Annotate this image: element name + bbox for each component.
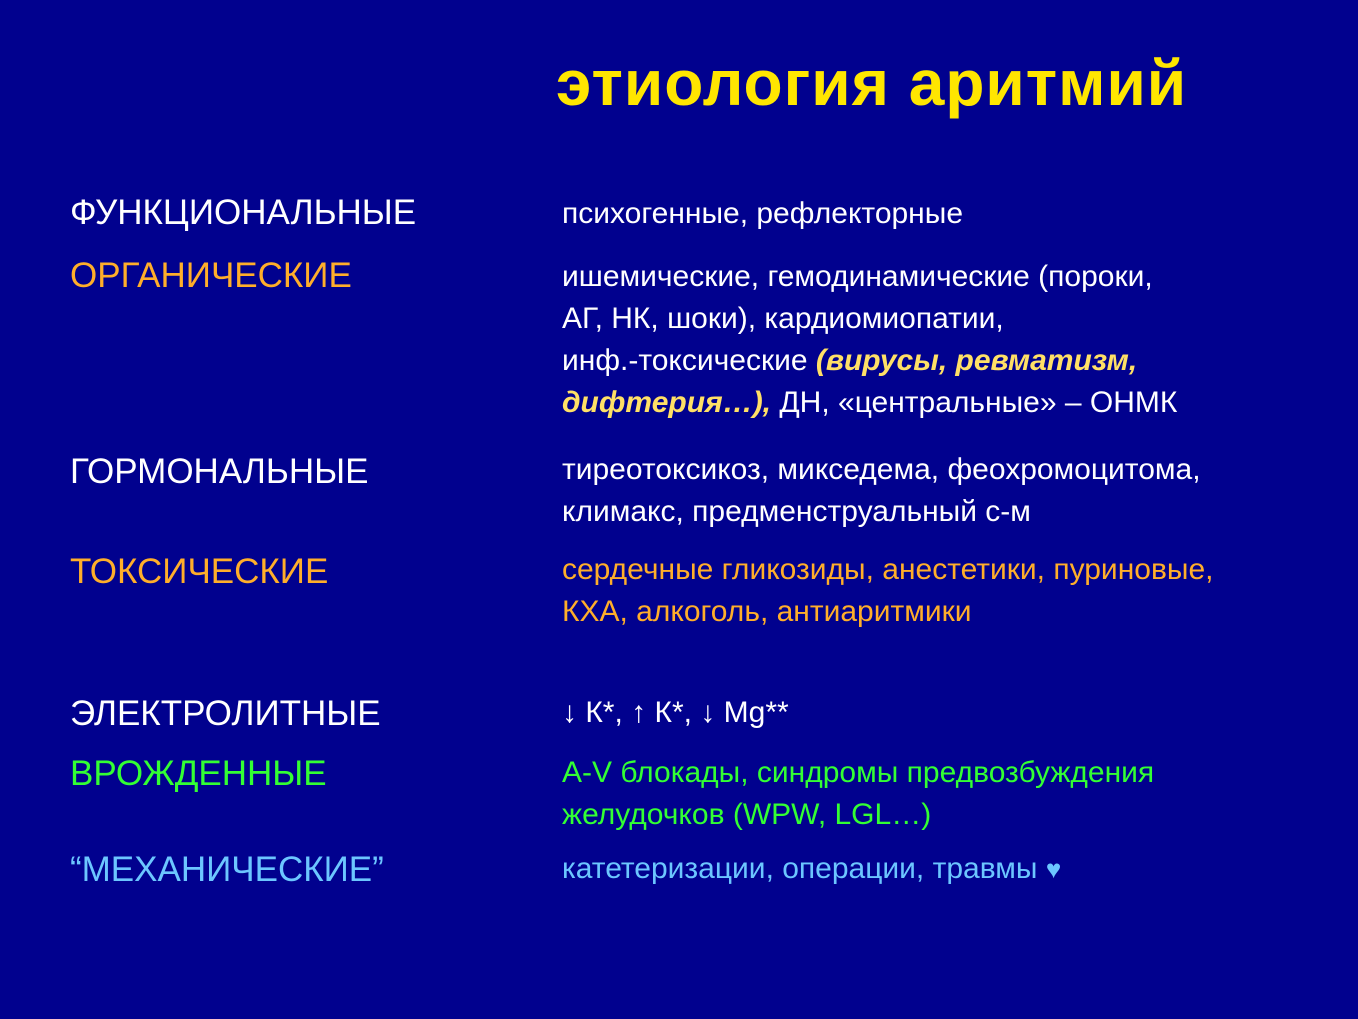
desc-line: желудочков (WPW, LGL…)	[562, 798, 932, 831]
desc-organic	[562, 256, 1177, 424]
desc-line: климакс, предменструальный с-м	[562, 495, 1031, 528]
desc-hormonal	[562, 449, 1201, 533]
desc-line: тиреотоксикоз, микседема, феохромоцитома,	[562, 453, 1201, 486]
desc-line: сердечные гликозиды, анестетики, пуриновые,	[562, 553, 1214, 586]
desc-toxic	[562, 549, 1213, 633]
desc-line: A-V блокады, синдромы предвозбуждения	[562, 756, 1155, 789]
desc-fragment: инф.-токсические	[562, 344, 816, 377]
slide-title: этиология аритмий	[556, 47, 1188, 119]
category-functional: ФУНКЦИОНАЛЬНЫЕ	[70, 193, 417, 232]
category-mechanical: “МЕХАНИЧЕСКИЕ”	[70, 850, 384, 889]
desc-fragment: ДН, «центральные» – ОНМК	[771, 386, 1178, 419]
desc-electrolyte	[562, 692, 789, 734]
desc-line	[562, 382, 1177, 424]
desc-fragment: катетеризации, операции, травмы	[562, 852, 1046, 885]
desc-line: ишемические, гемодинамические (пороки,	[562, 260, 1153, 293]
desc-congenital	[562, 752, 1154, 836]
heart-icon: ♥	[1045, 854, 1062, 884]
desc-line: КХА, алкоголь, антиаритмики	[562, 595, 972, 628]
desc-line	[562, 848, 1061, 890]
category-electrolyte: ЭЛЕКТРОЛИТНЫЕ	[70, 694, 381, 733]
desc-mechanical	[562, 848, 1061, 890]
category-toxic: ТОКСИЧЕСКИЕ	[70, 552, 329, 591]
category-congenital: ВРОЖДЕННЫЕ	[70, 754, 327, 793]
desc-functional	[562, 193, 963, 235]
desc-emphasis: (вирусы, ревматизм,	[815, 344, 1138, 377]
desc-line	[562, 340, 1177, 382]
category-hormonal: ГОРМОНАЛЬНЫЕ	[70, 452, 369, 491]
category-organic: ОРГАНИЧЕСКИЕ	[70, 256, 352, 295]
desc-line: психогенные, рефлекторные	[562, 197, 964, 230]
desc-line: ↓ К*, ↑ К*, ↓ Mg**	[562, 696, 789, 729]
desc-emphasis: дифтерия…),	[562, 386, 772, 419]
desc-line: АГ, НК, шоки), кардиомиопатии,	[562, 302, 1004, 335]
